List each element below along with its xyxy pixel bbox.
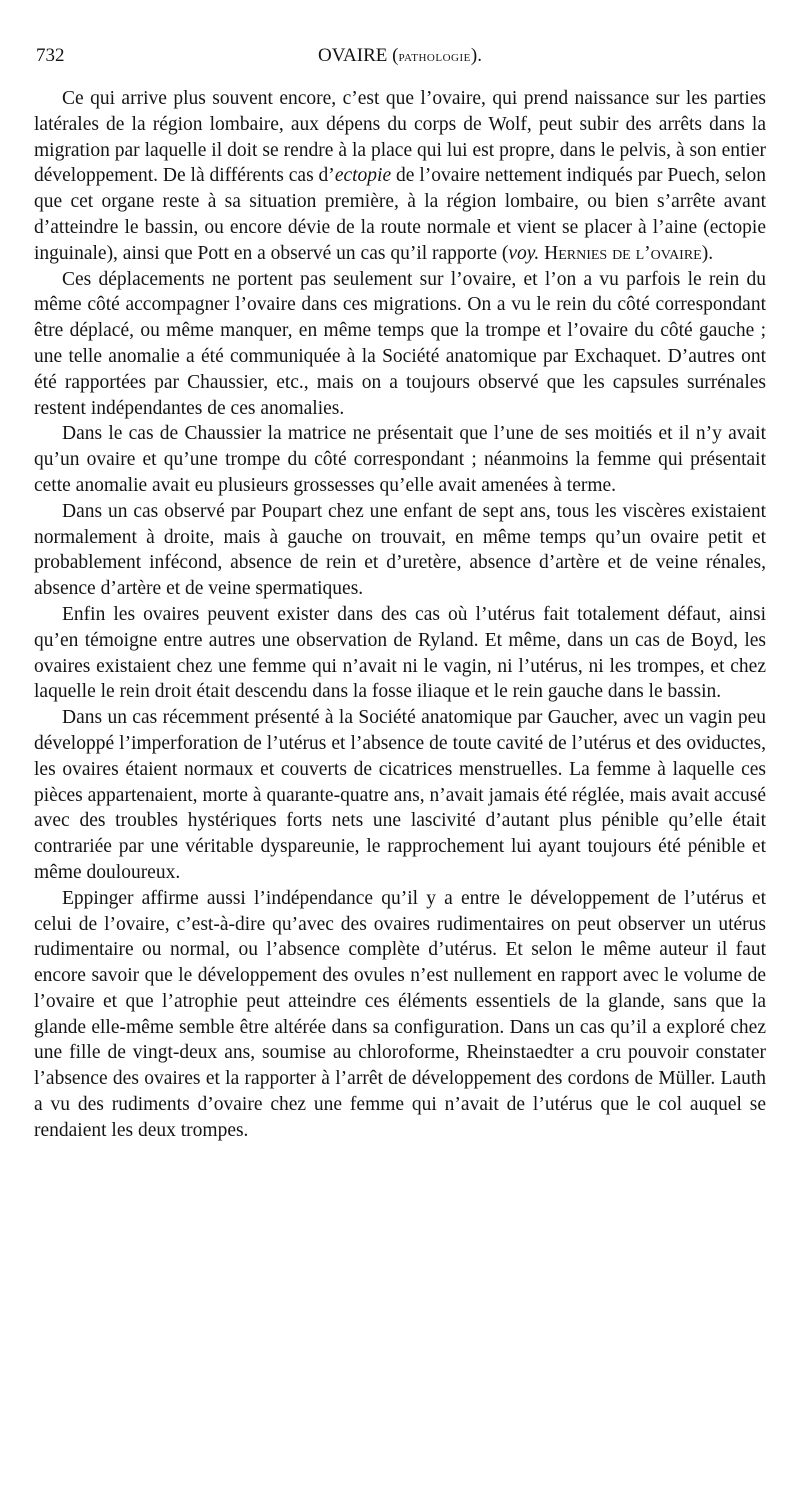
text-run: Ce qui arrive plus souvent encore, c’est que l’ovaire, qui prend naissance sur les parties latérales de la région lombaire, aux dépens du corps de Wolf, peut subir des arrêts dans la migration par laquelle il doit se rendre à la place qui lui est propre, dans le pelvis, à son entier développement. De là différents cas d’ [34, 88, 766, 187]
body-text [34, 86, 766, 1144]
running-title-main: OVAIRE ( [318, 45, 399, 66]
paragraph-ectopie [34, 86, 766, 267]
running-title [34, 40, 766, 73]
cross-reference: Hernies de l’ovaire [544, 242, 702, 264]
paragraph: Eppinger affirme aussi l’indépendance qu’il y a entre le développement de l’utérus et celui de l’ovaire, c’est-à-dire qu’avec des ovaires rudimentaires on peut observer un utérus rudimentaire ou normal, ou l’absence complète d’utérus. Et selon le même auteur il faut encore savoir que le développement des ovules n’est nullement en rapport avec le volume de l’ovaire et que l’atrophie peut atteindre ces éléments essentiels de la glande, sans que la glande elle-même semble être altérée dans sa configuration. Dans un cas qu’il a exploré chez une fille de vingt-deux ans, soumise au chloroforme, Rheinstaedter a cru pouvoir constater l’absence des ovaires et la rapporter à l’arrêt de développement des cordons de Müller. Lauth a vu des rudiments d’ovaire chez une femme qui n’avait de l’utérus que le col auquel se rendaient les deux trompes. [34, 887, 766, 1141]
running-title-end: ). [470, 45, 482, 66]
running-title-subject: pathologie [398, 49, 471, 65]
paragraph: Dans un cas observé par Poupart chez une enfant de sept ans, tous les viscères existaient normalement à droite, mais à gauche on trouvait, en même temps qu’un ovaire petit et probablement infécond, absence de rein et d’uretère, absence d’artère et de veine rénales, absence d’artère et de veine spermatiques. [34, 500, 766, 600]
italic-ref: voy. [508, 242, 540, 264]
page [34, 40, 766, 1144]
running-head [34, 40, 766, 72]
text-run: de l’ovaire nettement indiqués par Puech, selon que cet organe reste à sa situation première, à la région lombaire, ou bien s’arrête avant d’atteindre le bassin, ou encore dévie de la route normale et vient se placer à l’aine (ectopie inguinale), ainsi que Pott en a observé un cas qu’il rapporte ( [34, 165, 766, 264]
text-run: ). [701, 242, 714, 264]
paragraph: Enfin les ovaires peuvent exister dans des cas où l’utérus fait totalement défaut, ainsi qu’en témoigne entre autres une observation de Ryland. Et même, dans un cas de Boyd, les ovaires existaient chez une femme qui n’avait ni le vagin, ni l’utérus, ni les trompes, et chez laquelle le rein droit était descendu dans la fosse iliaque et le rein gauche dans le bassin. [34, 603, 766, 703]
italic-term: ectopie [334, 165, 392, 187]
paragraph: Dans un cas récemment présenté à la Société anatomique par Gaucher, avec un vagin peu développé l’imperforation de l’utérus et l’absence de toute cavité de l’utérus et des oviductes, les ovaires étaient normaux et couverts de cicatrices menstruelles. La femme à laquelle ces pièces appartenaient, morte à quarante-quatre ans, n’avait jamais été réglée, mais avait accusé avec des troubles hystériques forts nets une lascivité d’autant plus pénible qu’elle était contrariée par une véritable dyspareunie, le rapprochement lui ayant toujours été pénible et même douloureux. [34, 707, 766, 883]
paragraph: Ces déplacements ne portent pas seulement sur l’ovaire, et l’on a vu parfois le rein du même côté accompagner l’ovaire dans ces migrations. On a vu le rein du côté correspondant être déplacé, ou même manquer, en même temps que la trompe et l’ovaire du côté gauche ; une telle anomalie a été communiquée à la Société anatomique par Exchaquet. D’autres ont été rapportées par Chaussier, etc., mais on a toujours observé que les capsules surrénales restent indépendantes de ces anomalies. [34, 268, 766, 419]
page-number: 732 [36, 45, 65, 66]
paragraph: Dans le cas de Chaussier la matrice ne présentait que l’une de ses moitiés et il n’y avait qu’un ovaire et qu’une trompe du côté correspondant ; néanmoins la femme qui présentait cette anomalie avait eu plusieurs grossesses qu’elle avait amenées à terme. [34, 423, 766, 496]
